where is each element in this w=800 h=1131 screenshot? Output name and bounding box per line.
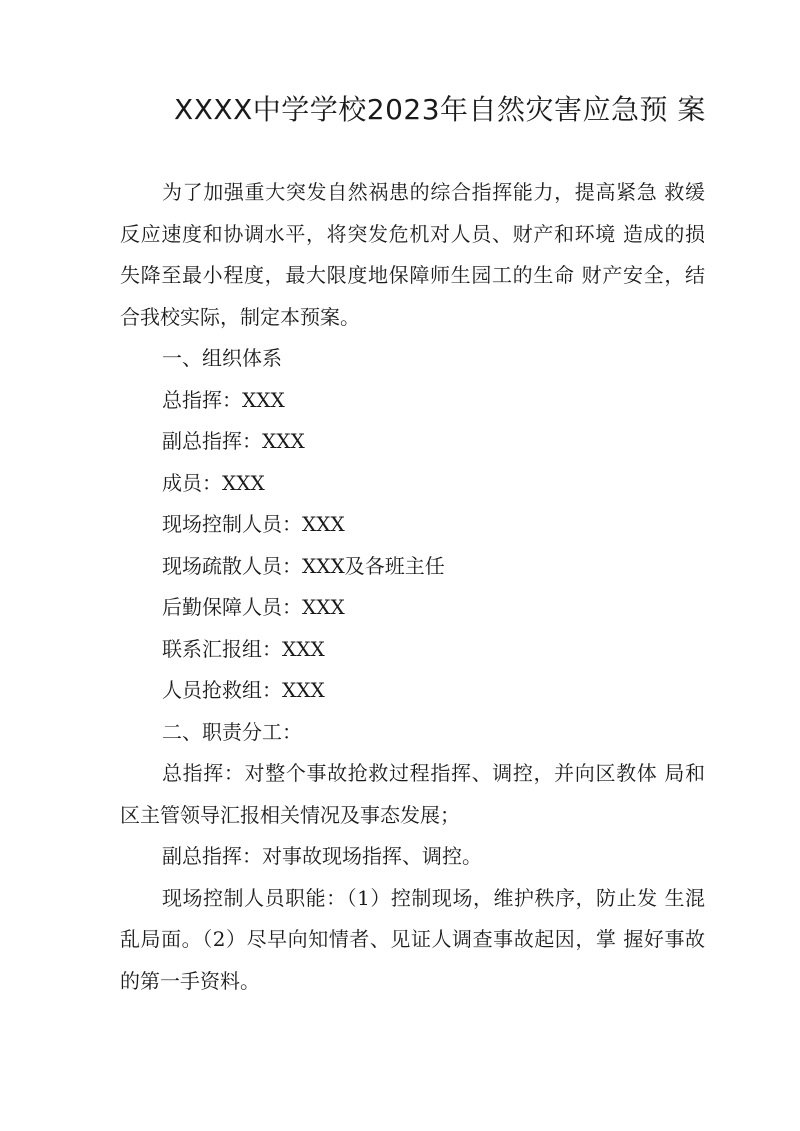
org-deputy-commander: 副总指挥：XXX (162, 429, 305, 453)
intro-paragraph: 为了加强重大突发自然祸患的综合指挥能力，提高紧急 救缓反应速度和协调水平，将突发危机对人员、财产和环境 造成的损失降至最小程度，最大限度地保障师生园工的生命 财产安全，结合我校实际，制定本预案。 (120, 180, 705, 329)
document-title: XXXX中学学校2023年自然灾害应急预 案 (174, 93, 706, 126)
section-heading-duties: 二、职责分工： (162, 719, 302, 744)
org-liaison: 联系汇报组：XXX (162, 636, 325, 661)
org-rescue: 人员抢救组：XXX (162, 678, 325, 702)
org-site-control: 现场控制人员：XXX (162, 512, 345, 536)
org-site-evacuation: 现场疏散人员：XXX及各班主任 (162, 553, 445, 578)
duty-commander-paragraph: 总指挥：对整个事故抢救过程指挥、调控，并向区教体 局和区主管领导汇报相关情况及事态发展； (120, 761, 705, 827)
duty-site-control-paragraph: 现场控制人员职能：（1）控制现场，维护秩序，防止发 生混乱局面。（2）尽早向知情者、见证人调查事故起因，掌 握好事故的第一手资料。 (120, 885, 705, 993)
section-heading-organization: 一、组织体系 (162, 346, 282, 370)
org-logistics: 后勤保障人员：XXX (162, 595, 345, 619)
duty-deputy-paragraph: 副总指挥：对事故现场指挥、调控。 (162, 844, 482, 868)
document-body (120, 172, 705, 1002)
org-members: 成员：XXX (162, 470, 265, 495)
org-commander: 总指挥：XXX (162, 387, 285, 412)
